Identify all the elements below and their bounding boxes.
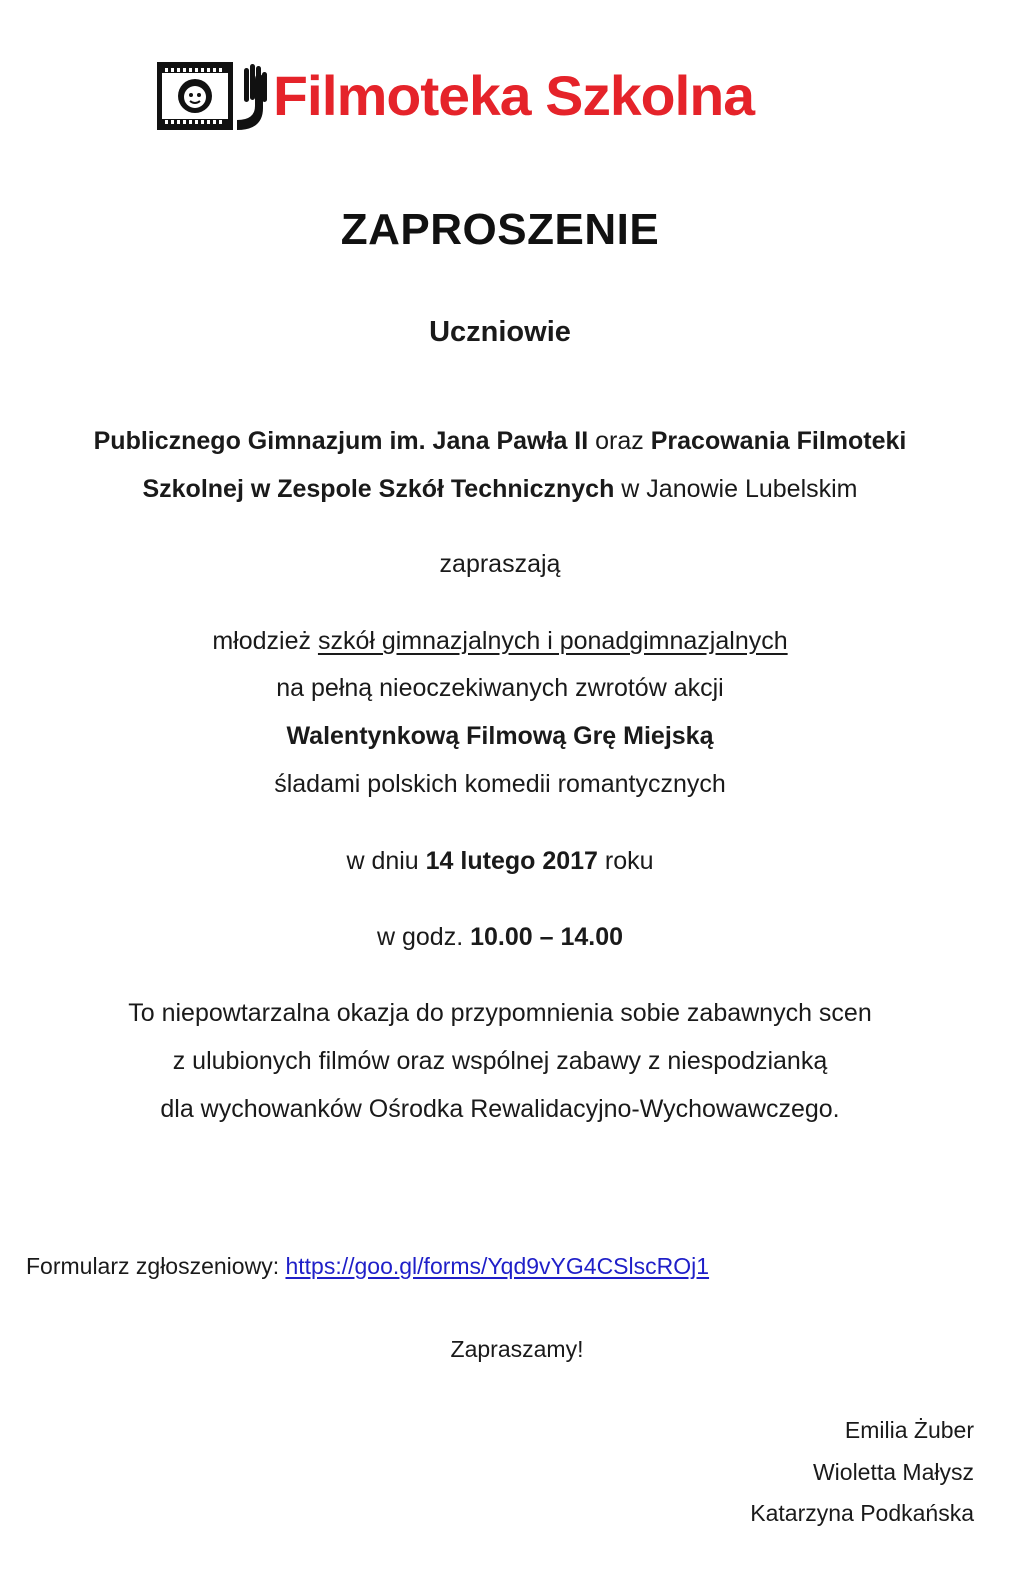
organizers-line-1: [0, 425, 1000, 457]
closing-text: Zapraszamy!: [450, 1336, 584, 1362]
logo-wordmark: Filmoteka Szkolna: [273, 64, 755, 127]
signature-2: Wioletta Małysz: [812, 1459, 974, 1485]
date-prefix: w dniu: [346, 847, 426, 875]
form-label: Formularz zgłoszeniowy:: [26, 1253, 286, 1279]
registration-form-line: [26, 1250, 709, 1282]
time-prefix: w godz.: [376, 923, 471, 951]
event-theme: śladami polskich komedii romantycznych: [274, 770, 726, 798]
page-title: ZAPROSZENIE: [340, 205, 660, 254]
signature-1: Emilia Żuber: [844, 1417, 974, 1443]
description-line-2: z ulubionych filmów oraz wspólnej zabawy z niespodzianką: [172, 1047, 828, 1075]
event-intro: na pełną nieoczekiwanych zwrotów akcji: [276, 674, 724, 702]
film-strip-hand-icon: [157, 58, 269, 134]
date-suffix: roku: [597, 847, 654, 875]
subtitle: Uczniowie: [429, 316, 571, 348]
organizer-workshop: Pracowania Filmoteki: [650, 427, 907, 455]
description-line-3: dla wychowanków Ośrodka Rewalidacyjno-Wychowawczego.: [160, 1095, 840, 1123]
event-time: [0, 921, 1000, 953]
organizers-line-2: [0, 473, 1000, 505]
event-date: [0, 845, 1000, 877]
registration-form-link[interactable]: https://goo.gl/forms/Yqd9vYG4CSlscROj1: [285, 1253, 710, 1279]
audience-prefix: młodzież: [212, 627, 318, 655]
organizer-location: w Janowie Lubelskim: [614, 475, 858, 503]
invite-verb: zapraszają: [439, 550, 561, 578]
organizer-school: Publicznego Gimnazjum im. Jana Pawła II: [93, 427, 589, 455]
organizer-workshop-cont: Szkolnej w Zespole Szkół Technicznych: [142, 475, 615, 503]
conjunction: oraz: [588, 427, 651, 455]
audience-line: [0, 625, 1000, 657]
time-value: 10.00 – 14.00: [470, 923, 624, 951]
audience-schools: szkół gimnazjalnych i ponadgimnazjalnych: [317, 627, 788, 655]
signature-3: Katarzyna Podkańska: [750, 1500, 974, 1526]
event-name: Walentynkową Filmową Grę Miejską: [286, 722, 714, 750]
description-line-1: To niepowtarzalna okazja do przypomnienia sobie zabawnych scen: [128, 999, 872, 1027]
date-value: 14 lutego 2017: [425, 847, 598, 875]
filmoteka-logo: [157, 58, 755, 134]
